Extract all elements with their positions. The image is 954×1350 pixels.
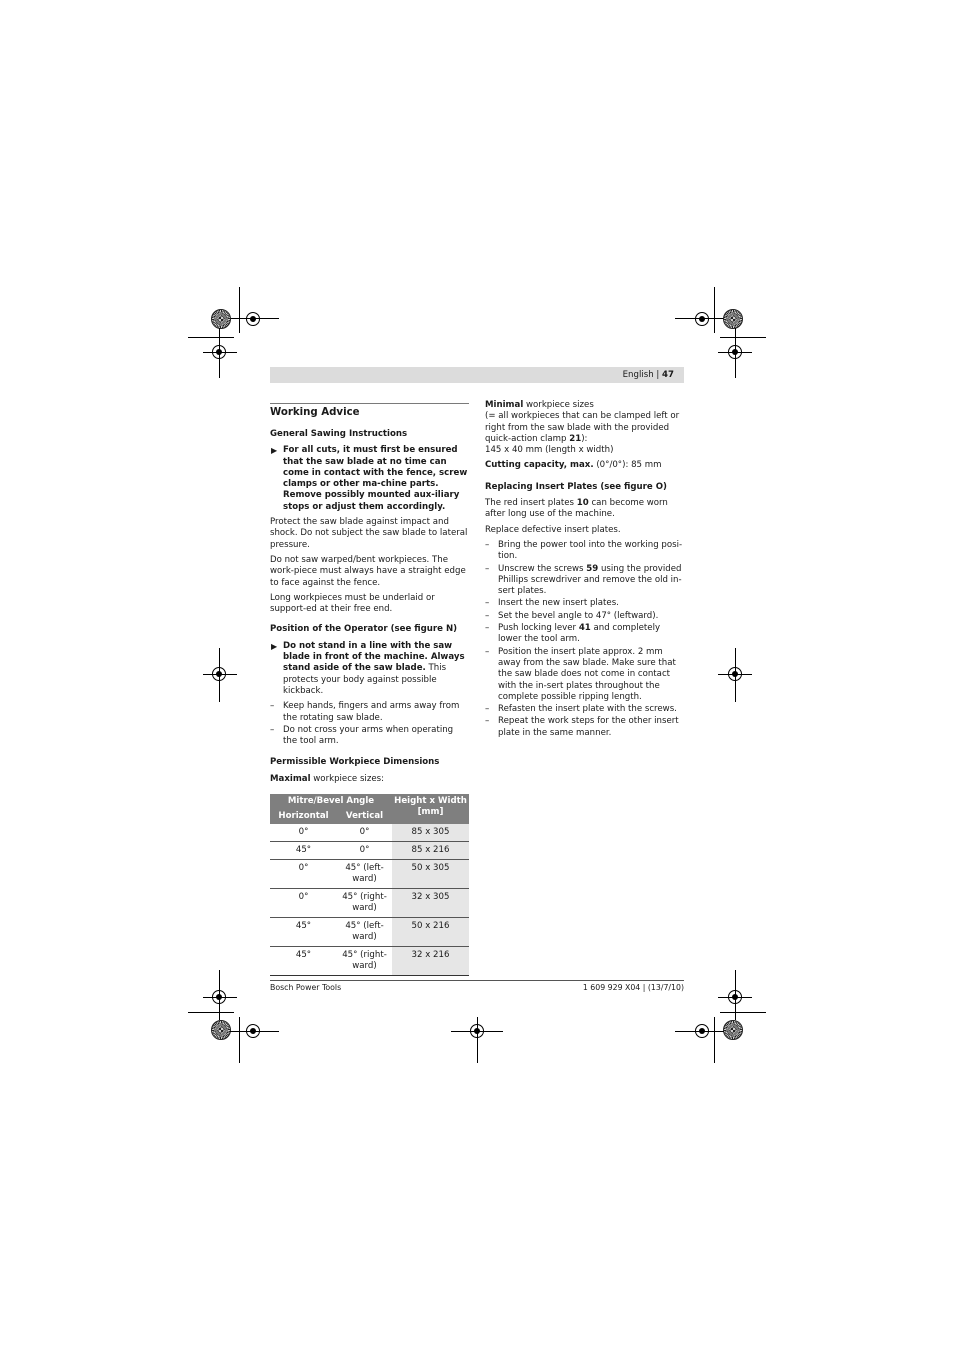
insert-step: [485, 716, 684, 739]
general-paragraph-3: Long workpieces must be underlaid or support-ed at their free end.: [270, 592, 435, 615]
dash-marker: –: [485, 610, 490, 621]
cell-vertical: 45° (left-ward): [337, 918, 392, 947]
step-text-a: Unscrew the screws: [498, 563, 587, 574]
table-row: [270, 842, 469, 860]
insert-step: [485, 540, 684, 563]
general-paragraph-1: Protect the saw blade against impact and shock. Do not subject the saw blade to lateral pressure.: [270, 517, 468, 550]
insert-step: [485, 598, 684, 609]
dimensions-table: [270, 794, 469, 976]
section-rule: [270, 403, 469, 404]
minimal-bold: Minimal: [485, 400, 524, 410]
cell-vertical: 45° (right-ward): [337, 889, 392, 918]
cell-size: 32 x 305: [392, 889, 469, 918]
step-text: Bring the power tool into the working posi-tion.: [498, 539, 683, 562]
table-row: [270, 918, 469, 947]
dash-marker: –: [485, 646, 490, 657]
color-wheel-icon: [723, 309, 743, 329]
minimal-note-num: 21: [569, 433, 582, 444]
cell-size: 50 x 305: [392, 860, 469, 889]
cell-horizontal: 45°: [270, 947, 337, 976]
cell-size: 32 x 216: [392, 947, 469, 976]
footer-left: Bosch Power Tools: [270, 983, 342, 992]
dash-marker: –: [270, 701, 275, 712]
registration-target-icon: [246, 312, 260, 326]
table-header-vertical: Vertical: [337, 809, 392, 824]
insert-heading: Replacing Insert Plates (see figure O): [485, 481, 667, 492]
operator-warning: [270, 641, 469, 697]
table-header-size: Height x Width [mm]: [392, 794, 469, 824]
capacity-rest: (0°/0°): 85 mm: [593, 460, 662, 471]
step-number: 41: [578, 623, 591, 634]
registration-target-icon: [728, 990, 742, 1004]
right-column: [485, 400, 684, 740]
minimal-note: [485, 411, 684, 445]
general-warning-text: For all cuts, it must first be ensured that the saw blade at no time can come in contact with the fence, screw clamps or other ma-chine parts. Remove possibly mounted aux-iliary stops or adjust them accordingly.: [283, 445, 468, 512]
registration-target-icon: [212, 990, 226, 1004]
registration-target-icon: [246, 1024, 260, 1038]
bullet-arrow-icon: ▶: [271, 641, 278, 651]
dash-marker: –: [485, 563, 490, 574]
section-title: Working Advice: [270, 407, 360, 418]
maximal-bold: Maximal: [270, 773, 311, 784]
cell-size: 50 x 216: [392, 918, 469, 947]
dash-marker: –: [485, 704, 490, 715]
cell-vertical: 0°: [337, 824, 392, 842]
table-row: [270, 889, 469, 918]
maximal-label: [270, 774, 469, 785]
color-wheel-icon: [211, 309, 231, 329]
step-text: Position the insert plate approx. 2 mm away from the saw blade. Make sure that the saw blade does not come in contact with the in-sert plates throughout the complete possible ripping length.: [498, 646, 676, 702]
step-number: 59: [586, 563, 599, 574]
insert-p1-b: can become worn after long use of the machine.: [485, 498, 668, 520]
insert-step: [485, 611, 684, 622]
operator-dash-text: Do not cross your arms when operating the tool arm.: [283, 724, 454, 747]
page-number: 47: [662, 370, 674, 380]
operator-dash-text: Keep hands, fingers and arms away from the rotating saw blade.: [283, 701, 460, 723]
minimal-note-b: ):: [581, 433, 588, 444]
dash-marker: –: [485, 716, 490, 727]
cell-horizontal: 0°: [270, 824, 337, 842]
insert-step: [485, 564, 684, 598]
registration-target-icon: [695, 312, 709, 326]
operator-warning-rest: This protects your body against possible kickback.: [283, 663, 447, 696]
dash-marker: –: [270, 724, 275, 735]
step-text-b: and completely lower the tool arm.: [498, 623, 661, 645]
operator-warning-bold: Do not stand in a line with the saw blade in front of the machine. Always stand aside of the saw blade.: [283, 640, 465, 674]
cutting-capacity: [485, 460, 684, 471]
operator-dash-item: [270, 701, 469, 724]
step-text: Set the bevel angle to 47° (leftward).: [498, 610, 659, 621]
step-text: Insert the new insert plates.: [498, 598, 619, 609]
cell-size: 85 x 216: [392, 842, 469, 860]
minimal-label: [485, 400, 684, 411]
insert-step: [485, 704, 684, 715]
step-text-b: using the provided Phillips screwdriver and remove the old in-sert plates.: [498, 563, 682, 597]
color-wheel-icon: [211, 1020, 231, 1040]
insert-step: [485, 647, 684, 703]
operator-heading: Position of the Operator (see figure N): [270, 624, 458, 635]
cell-vertical: 45° (left-ward): [337, 860, 392, 889]
registration-target-icon: [212, 345, 226, 359]
dimensions-heading: Permissible Workpiece Dimensions: [270, 757, 440, 768]
header-language: English: [622, 370, 654, 380]
general-warning: [270, 445, 469, 513]
cell-vertical: 45° (right-ward): [337, 947, 392, 976]
dash-marker: –: [485, 598, 490, 609]
table-row: [270, 860, 469, 889]
header-text: [623, 370, 674, 381]
insert-paragraph-2: Replace defective insert plates.: [485, 524, 621, 535]
table-header-horizontal: Horizontal: [270, 809, 337, 824]
general-heading: General Sawing Instructions: [270, 429, 408, 439]
general-paragraph-2: Do not saw warped/bent workpieces. The work-piece must always have a straight edge to face against the fence.: [270, 554, 466, 588]
cell-horizontal: 0°: [270, 889, 337, 918]
maximal-rest: workpiece sizes:: [310, 773, 384, 784]
minimal-note-a: (= all workpieces that can be clamped left or right from the saw blade with the provided quick-action clamp: [485, 411, 680, 444]
registration-target-icon: [695, 1024, 709, 1038]
step-text: Refasten the insert plate with the screws.: [498, 704, 677, 715]
cell-horizontal: 0°: [270, 860, 337, 889]
cell-horizontal: 45°: [270, 842, 337, 860]
cell-horizontal: 45°: [270, 918, 337, 947]
dash-marker: –: [485, 623, 490, 634]
registration-target-icon: [728, 345, 742, 359]
footer-rule: [270, 980, 684, 981]
registration-target-icon: [470, 1024, 484, 1038]
page-header: [270, 367, 684, 383]
cell-vertical: 0°: [337, 842, 392, 860]
step-text-a: Push locking lever: [498, 623, 579, 634]
insert-p1-num: 10: [576, 498, 589, 509]
table-row: [270, 947, 469, 976]
registration-target-icon: [728, 667, 742, 681]
minimal-rest: workpiece sizes: [523, 400, 594, 410]
color-wheel-icon: [723, 1020, 743, 1040]
dash-marker: –: [485, 539, 490, 550]
capacity-bold: Cutting capacity, max.: [485, 460, 594, 471]
cell-size: 85 x 305: [392, 824, 469, 842]
operator-dash-item: [270, 725, 469, 748]
insert-paragraph-1: [485, 498, 684, 521]
table-row: [270, 824, 469, 842]
step-text: Repeat the work steps for the other insert plate in the same manner.: [498, 716, 679, 738]
insert-p1-a: The red insert plates: [485, 498, 577, 509]
minimal-size: 145 x 40 mm (length x width): [485, 445, 614, 456]
registration-target-icon: [212, 667, 226, 681]
bullet-arrow-icon: ▶: [271, 446, 278, 456]
header-separator: |: [656, 370, 660, 380]
left-column: [270, 403, 469, 976]
insert-step: [485, 623, 684, 646]
table-header-mitre-bevel: Mitre/Bevel Angle: [270, 794, 392, 809]
footer-right: 1 609 929 X04 | (13/7/10): [582, 983, 684, 992]
